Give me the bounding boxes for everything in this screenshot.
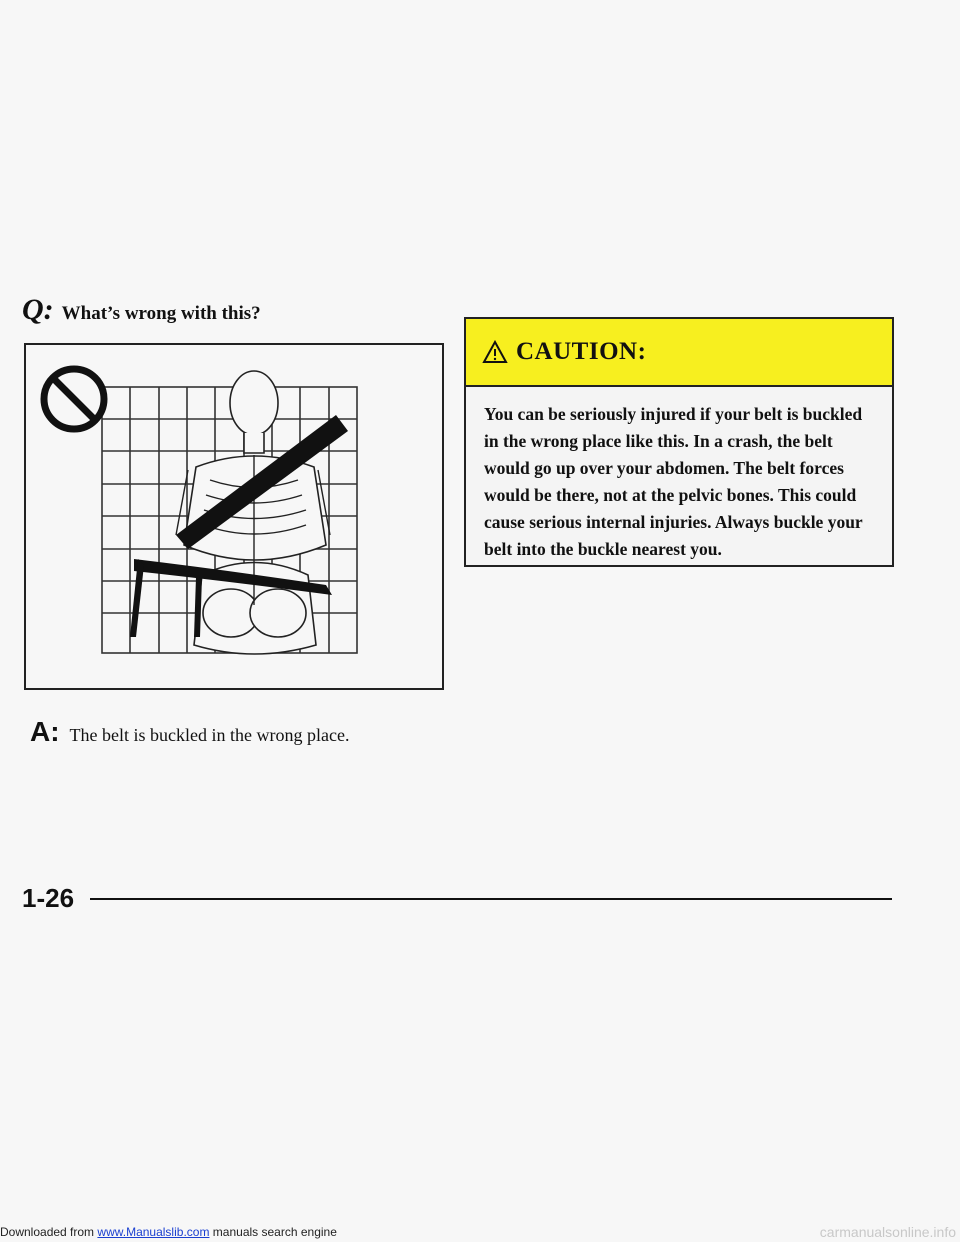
download-footer bbox=[0, 1225, 337, 1239]
answer-text: The belt is buckled in the wrong place. bbox=[69, 725, 350, 745]
footer-prefix: Downloaded from bbox=[0, 1225, 95, 1239]
answer bbox=[30, 716, 349, 748]
question-letter: Q: bbox=[22, 293, 54, 326]
skeleton-figure bbox=[184, 371, 326, 654]
manualslib-link[interactable]: www.Manualslib.com bbox=[97, 1225, 210, 1239]
caution-title: CAUTION: bbox=[516, 338, 647, 365]
page-rule bbox=[90, 898, 892, 900]
footer-suffix: manuals search engine bbox=[212, 1225, 337, 1239]
answer-letter: A: bbox=[30, 716, 60, 747]
no-symbol-icon bbox=[44, 369, 104, 429]
question-text: What’s wrong with this? bbox=[61, 303, 261, 324]
caution-box bbox=[464, 317, 894, 567]
question bbox=[22, 293, 261, 327]
page-number: 1-26 bbox=[22, 883, 75, 913]
caution-header bbox=[466, 319, 892, 387]
watermark: carmanualsonline.info bbox=[819, 1224, 956, 1240]
caution-text: You can be seriously injured if your belt is buckled in the wrong place like this. In a crash, the belt would go up over your abdomen. The belt forces would be there, not at the pelvic bones. This could cause serious internal injuries. Always buckle your belt into the buckle nearest you. bbox=[484, 404, 863, 559]
skeleton-seatbelt-illustration bbox=[24, 343, 444, 690]
warning-triangle-icon bbox=[482, 340, 508, 364]
